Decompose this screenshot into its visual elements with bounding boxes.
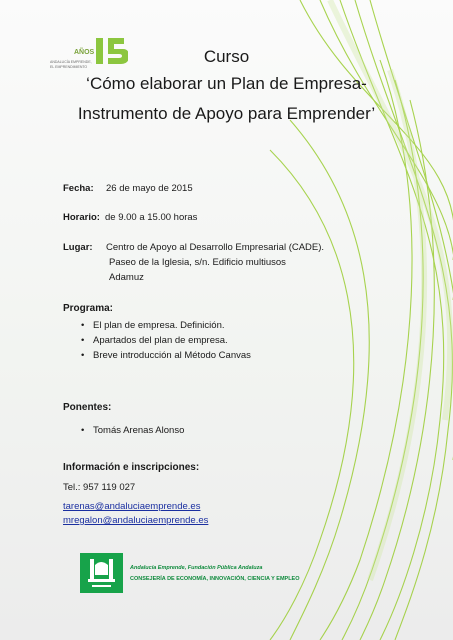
telephone: Tel.: 957 119 027 bbox=[63, 482, 136, 493]
list-item: • El plan de empresa. Definición. bbox=[93, 320, 251, 331]
logo-anos-text: AÑOS bbox=[74, 49, 95, 56]
list-item: • Tomás Arenas Alonso bbox=[93, 425, 184, 436]
list-item: • Breve introducción al Método Canvas bbox=[93, 350, 251, 361]
logo-tagline-2: EL EMPRENDIMIENTO bbox=[50, 65, 88, 69]
email-link-tarenas[interactable]: tarenas@andaluciaemprende.es bbox=[63, 501, 201, 512]
course-label: Curso bbox=[203, 47, 250, 66]
lugar-line-3: Adamuz bbox=[109, 272, 144, 283]
fecha-label: Fecha: bbox=[63, 183, 94, 194]
list-item: • Apartados del plan de empresa. bbox=[93, 335, 251, 346]
fecha-value: 26 de mayo de 2015 bbox=[106, 183, 193, 194]
ponentes-list bbox=[93, 425, 184, 440]
junta-de-andalucia-logo bbox=[80, 553, 123, 593]
horario-label: Horario: bbox=[63, 212, 100, 223]
junta-emblem-icon bbox=[80, 553, 123, 593]
info-heading: Información e inscripciones: bbox=[63, 462, 200, 473]
footer-foundation: Andalucía Emprende, Fundación Pública Andaluza bbox=[130, 565, 263, 571]
footer-consejeria: CONSEJERÍA DE ECONOMÍA, INNOVACIÓN, CIENCIA Y EMPLEO bbox=[130, 576, 300, 582]
ponentes-heading: Ponentes: bbox=[63, 402, 112, 413]
programa-heading: Programa: bbox=[63, 303, 114, 314]
programa-list bbox=[93, 320, 251, 365]
email-link-mregalon[interactable]: mregalon@andaluciaemprende.es bbox=[63, 515, 209, 526]
horario-value: de 9.00 a 15.00 horas bbox=[105, 212, 198, 223]
course-title-line-1: ‘Cómo elaborar un Plan de Empresa- bbox=[86, 74, 367, 93]
lugar-line-1: Centro de Apoyo al Desarrollo Empresarial (CADE). bbox=[106, 242, 325, 253]
course-title-line-2: Instrumento de Apoyo para Emprender’ bbox=[77, 104, 376, 123]
lugar-line-2: Paseo de la Iglesia, s/n. Edificio multiusos bbox=[109, 257, 286, 268]
logo-tagline-1: ANDALUCÍA EMPRENDE, bbox=[50, 60, 92, 64]
lugar-label: Lugar: bbox=[63, 242, 93, 253]
